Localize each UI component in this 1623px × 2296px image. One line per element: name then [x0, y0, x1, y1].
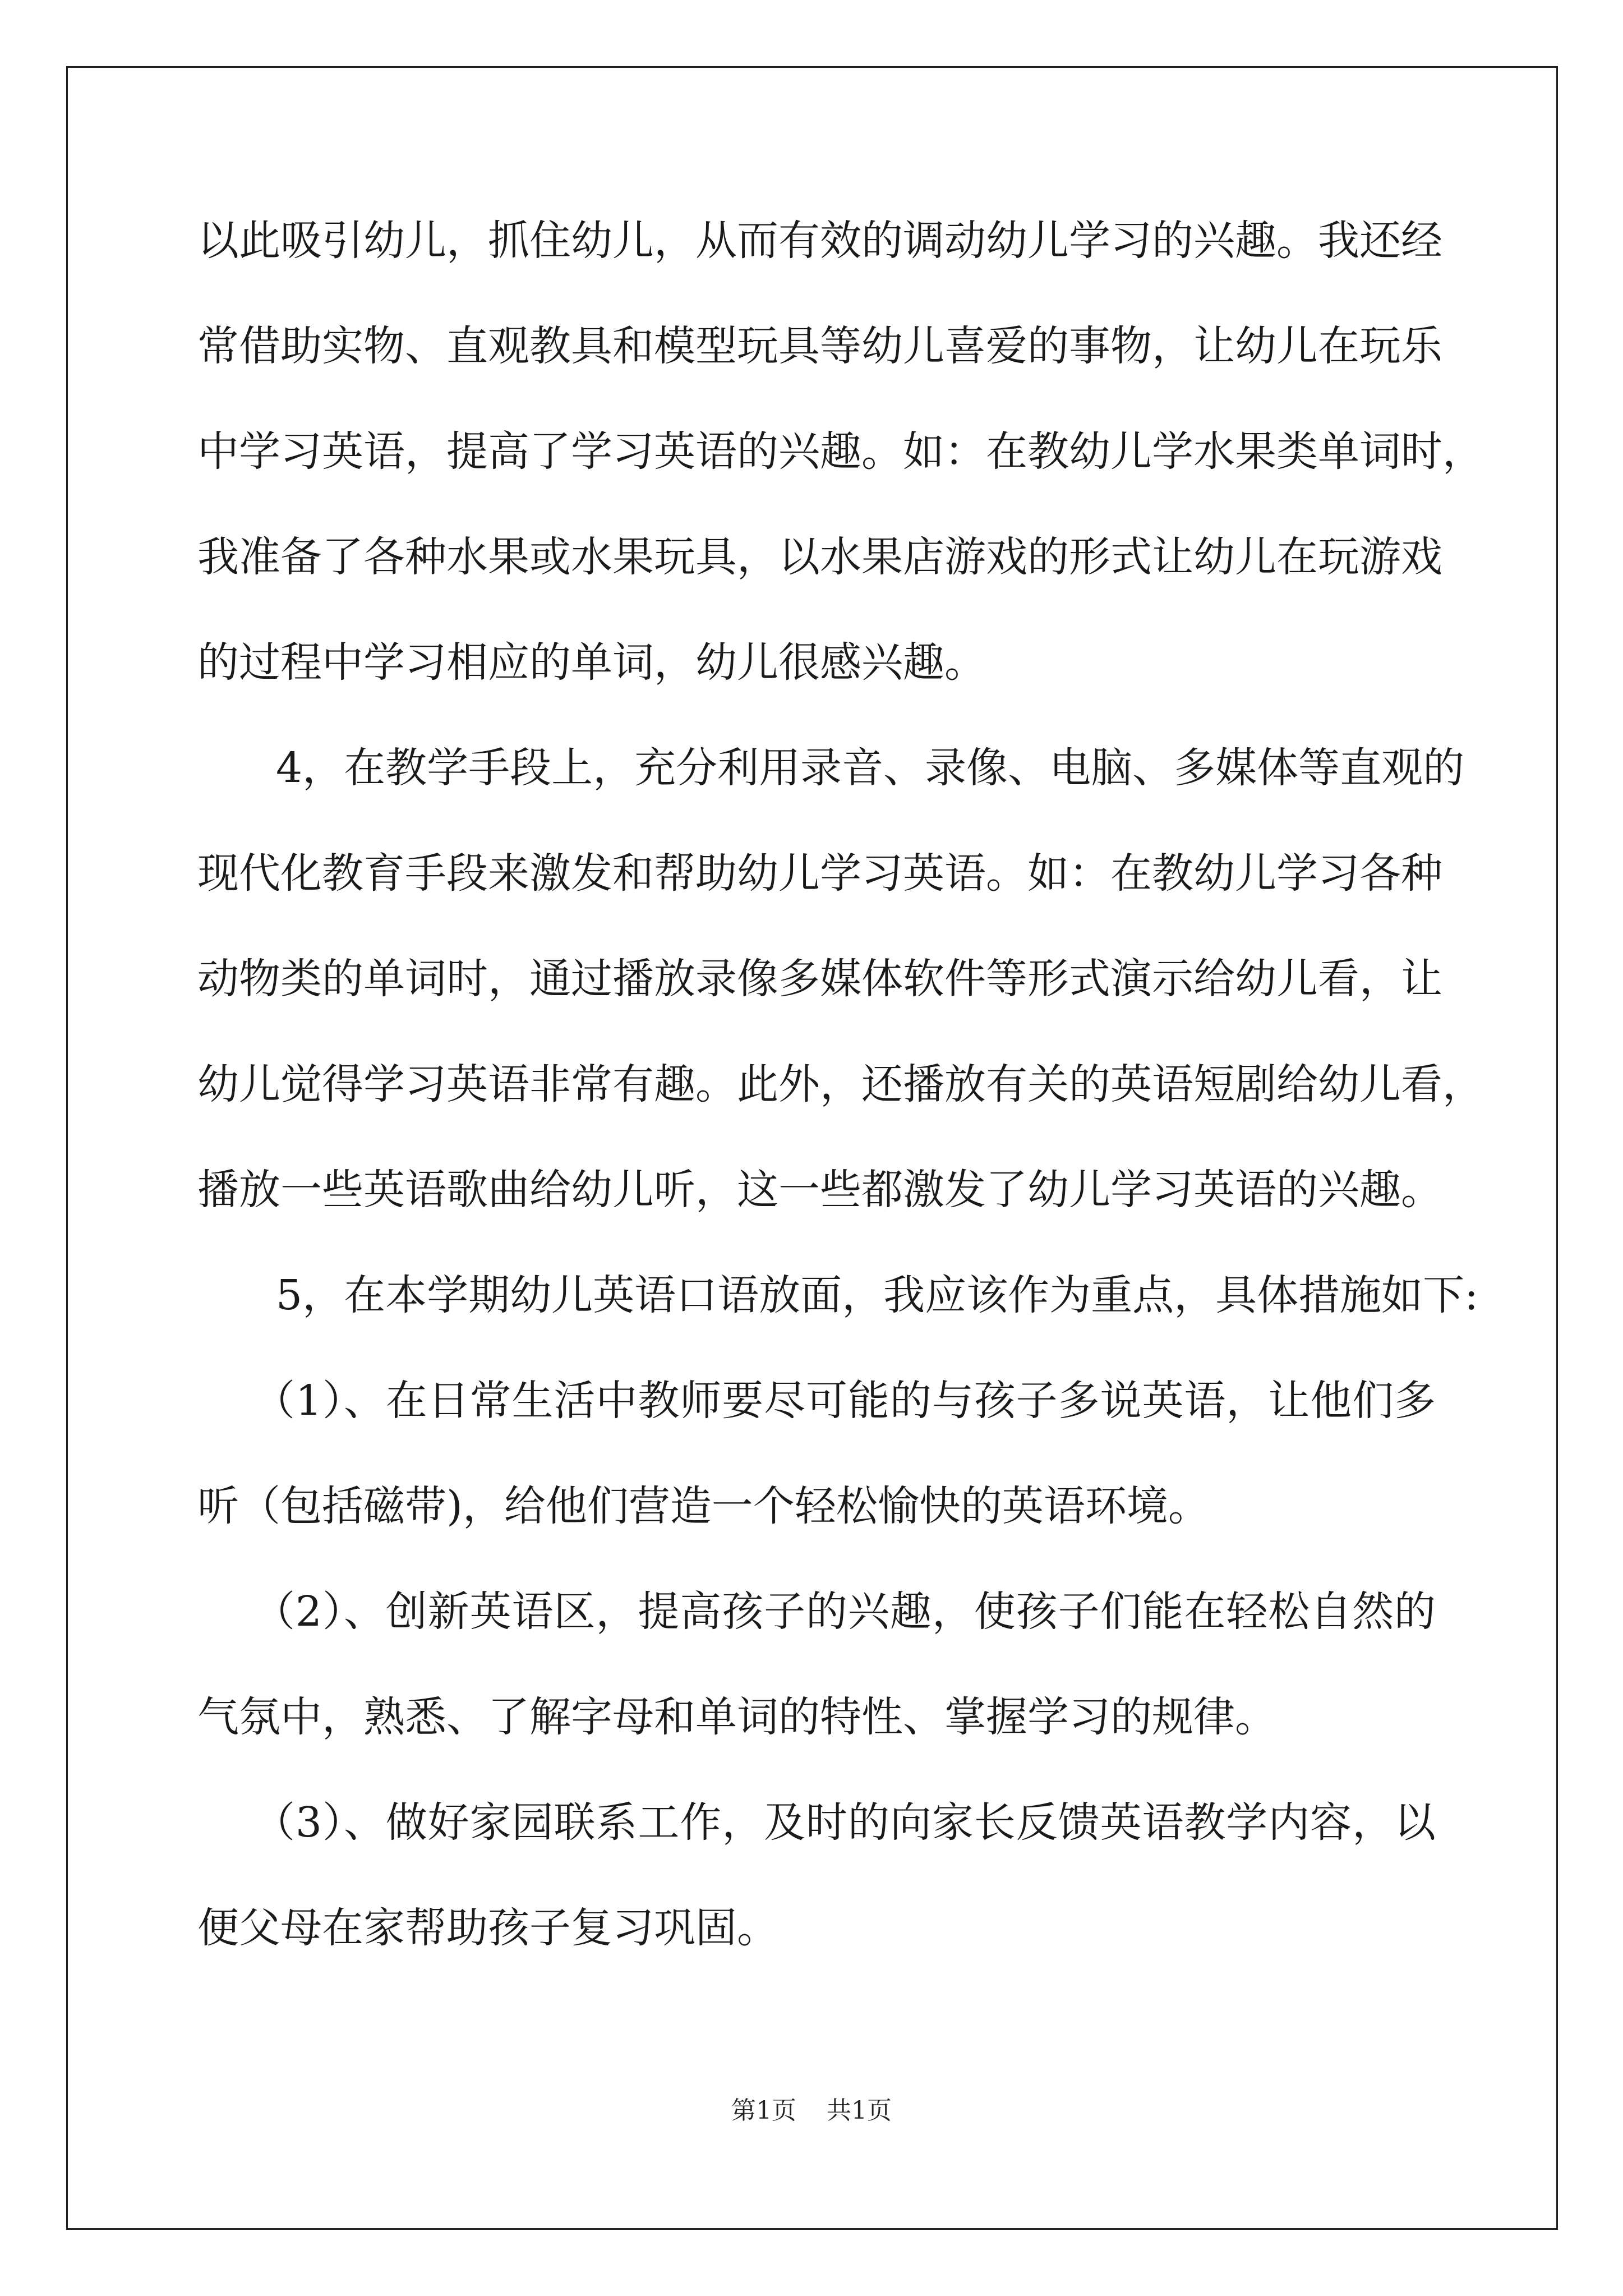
- text-line: （2）、创新英语区，提高孩子的兴趣，使孩子们能在轻松自然的: [253, 1588, 1436, 1636]
- text-line: 常借助实物、直观教具和模型玩具等幼儿喜爱的事物，让幼儿在玩乐: [197, 322, 1442, 370]
- text-line: 中学习英语，提高了学习英语的兴趣。如：在教幼儿学水果类单词时，: [197, 427, 1484, 476]
- text-line: 5，在本学期幼儿英语口语放面，我应该作为重点，具体措施如下:: [276, 1271, 1479, 1319]
- page-footer: [0, 2090, 1623, 2126]
- text-line: （1）、在日常生活中教师要尽可能的与孩子多说英语，让他们多: [253, 1377, 1436, 1425]
- text-line: 便父母在家帮助孩子复习巩固。: [197, 1904, 778, 1952]
- text-line: 幼儿觉得学习英语非常有趣。此外，还播放有关的英语短剧给幼儿看，: [197, 1060, 1484, 1108]
- text-line: 4，在教学手段上，充分利用录音、录像、电脑、多媒体等直观的: [276, 744, 1465, 792]
- text-line: 现代化教育手段来激发和帮助幼儿学习英语。如：在教幼儿学习各种: [197, 849, 1442, 898]
- text-line: 我准备了各种水果或水果玩具，以水果店游戏的形式让幼儿在玩游戏: [197, 533, 1442, 581]
- text-line: （3）、做好家园联系工作，及时的向家长反馈英语教学内容，以: [253, 1798, 1436, 1847]
- text-line: 播放一些英语歌曲给幼儿听，这一些都激发了幼儿学习英语的兴趣。: [197, 1166, 1442, 1214]
- text-line: 以此吸引幼儿，抓住幼儿，从而有效的调动幼儿学习的兴趣。我还经: [197, 217, 1442, 265]
- text-line: 的过程中学习相应的单词，幼儿很感兴趣。: [197, 638, 986, 687]
- text-line: 动物类的单词时，通过播放录像多媒体软件等形式演示给幼儿看，让: [197, 955, 1442, 1003]
- page-number: 第1页: [731, 2096, 796, 2125]
- page-total: 共1页: [827, 2096, 892, 2125]
- text-line: 气氛中，熟悉、了解字母和单词的特性、掌握学习的规律。: [197, 1693, 1276, 1741]
- text-line: 听（包括磁带)，给他们营造一个轻松愉快的英语环境。: [197, 1482, 1210, 1530]
- document-body: [197, 188, 1484, 1981]
